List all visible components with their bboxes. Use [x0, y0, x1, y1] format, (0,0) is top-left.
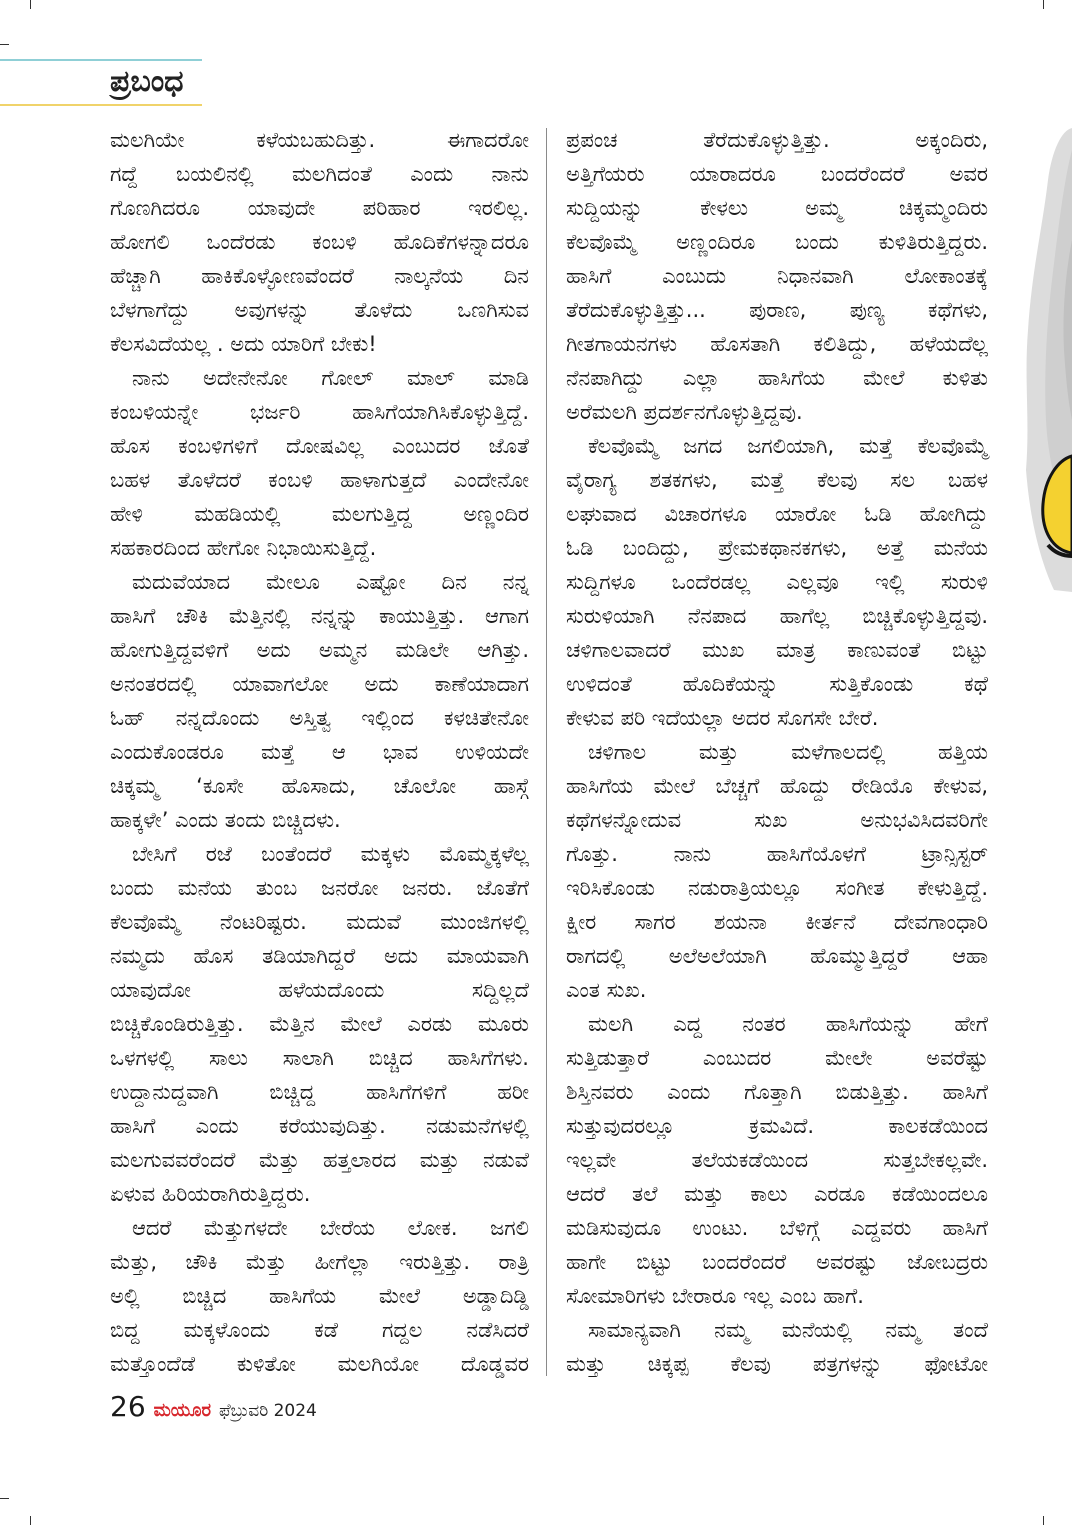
text-line: ಹಾಸಿಗೆ ಎಂದು ಕರೆಯುವುದಿತ್ತು. ನಡುಮನೆಗಳಲ್ಲಿ	[110, 1114, 529, 1138]
text-line: ಒಳಗಳಲ್ಲಿ ಸಾಲು ಸಾಲಾಗಿ ಬಿಚ್ಚಿದ ಹಾಸಿಗೆಗಳು.	[110, 1046, 529, 1070]
text-line: ಸೋಮಾರಿಗಳು ಬೇರಾರೂ ಇಲ್ಲ ಎಂಬ ಹಾಗೆ.	[566, 1284, 864, 1308]
text-line: ಯಾವುದೋ ಹಳೆಯದೊಂದು ಸದ್ದಿಲ್ಲದೆ	[110, 978, 529, 1002]
right-column	[566, 123, 988, 1381]
text-line: ಸುತ್ತುವುದರಲ್ಲೂ ಕ್ರಮವಿದೆ. ಕಾಲಕಡೆಯಿಂದ	[566, 1114, 988, 1138]
issue-date: ಫೆಬ್ರುವರಿ 2024	[219, 1401, 317, 1421]
paragraph	[566, 429, 988, 735]
text-line: ಕೆಲವೊಮ್ಮೆ ಜಗದ ಜಗಲಿಯಾಗಿ, ಮತ್ತೆ ಕೆಲವೊಮ್ಮೆ	[588, 434, 988, 458]
text-line: ಪ್ರಪಂಚ ತೆರೆದುಕೊಳ್ಳುತ್ತಿತ್ತು. ಅಕ್ಕಂದಿರು,	[566, 128, 988, 152]
text-line: ಕಂಬಳಿಯನ್ನೇ ಭರ್ಜರಿ ಹಾಸಿಗೆಯಾಗಿಸಿಕೊಳ್ಳುತ್ತಿದ್ದೆ.	[110, 400, 529, 424]
text-line: ಅನಂತರದಲ್ಲಿ ಯಾವಾಗಲೋ ಅದು ಕಾಣೆಯಾದಾಗ	[110, 672, 529, 696]
text-line: ಓಹ್ ನನ್ನದೊಂದು ಅಸ್ತಿತ್ವ ಇಲ್ಲಿಂದ ಕಳಚಿತೇನೋ	[110, 706, 529, 730]
text-line: ಮಡಿಸುವುದೂ ಉಂಟು. ಬೆಳಿಗ್ಗೆ ಎದ್ದವರು ಹಾಸಿಗೆ	[566, 1216, 988, 1240]
footer	[110, 1390, 317, 1430]
text-line: ಸಹಕಾರದಿಂದ ಹೇಗೋ ನಿಭಾಯಿಸುತ್ತಿದ್ದೆ.	[110, 536, 377, 560]
text-line: ಗೊಣಗಿದರೂ ಯಾವುದೇ ಪರಿಹಾರ ಇರಲಿಲ್ಲ.	[110, 196, 529, 220]
decorative-illustration	[1018, 120, 1072, 600]
text-line: ಹಾಕ್ಕಳೇ’ ಎಂದು ತಂದು ಬಿಚ್ಚಿದಳು.	[110, 808, 341, 832]
paragraph	[566, 123, 988, 429]
text-line: ಚಳಿಗಾಲ ಮತ್ತು ಮಳೆಗಾಲದಲ್ಲಿ ಹತ್ತಿಯ	[588, 740, 988, 764]
text-line: ನಾನು ಅದೇನೇನೋ ಗೋಲ್ ಮಾಲ್ ಮಾಡಿ	[132, 366, 529, 390]
text-line: ಅಲ್ಲಿ ಬಿಚ್ಚಿದ ಹಾಸಿಗೆಯ ಮೇಲೆ ಅಡ್ಡಾದಿಡ್ಡಿ	[110, 1284, 529, 1308]
paragraph	[110, 565, 529, 837]
text-line: ಮದುವೆಯಾದ ಮೇಲೂ ಎಷ್ಟೋ ದಿನ ನನ್ನ	[132, 570, 529, 594]
text-line: ಹೇಳಿ ಮಹಡಿಯಲ್ಲಿ ಮಲಗುತ್ತಿದ್ದ ಅಣ್ಣಂದಿರ	[110, 502, 529, 526]
text-line: ಲಘುವಾದ ವಿಚಾರಗಳೂ ಯಾರೋ ಓಡಿ ಹೋಗಿದ್ದು	[566, 502, 988, 526]
text-line: ಇರಿಸಿಕೊಂಡು ನಡುರಾತ್ರಿಯಲ್ಲೂ ಸಂಗೀತ ಕೇಳುತ್ತಿದ್ದೆ.	[566, 876, 988, 900]
text-line: ಮತ್ತು ಚಿಕ್ಕಪ್ಪ ಕೆಲವು ಪತ್ರಗಳನ್ನು ಫೋಟೋ	[566, 1352, 988, 1376]
text-line: ಬಂದು ಮನೆಯ ತುಂಬ ಜನರೋ ಜನರು. ಜೊತೆಗೆ	[110, 876, 529, 900]
text-line: ಎಂತ ಸುಖ.	[566, 978, 647, 1002]
text-line: ಮೆತ್ತು, ಚೌಕಿ ಮೆತ್ತು ಹೀಗೆಲ್ಲಾ ಇರುತ್ತಿತ್ತು. ರಾತ್ರಿ	[110, 1250, 529, 1274]
paragraph	[110, 361, 529, 565]
text-line: ನೆನಪಾಗಿದ್ದು ಎಲ್ಲಾ ಹಾಸಿಗೆಯ ಮೇಲೆ ಕುಳಿತು	[566, 366, 988, 390]
text-line: ನಮ್ಮದು ಹೊಸ ತಡಿಯಾಗಿದ್ದರೆ ಅದು ಮಾಯವಾಗಿ	[110, 944, 529, 968]
text-line: ಬಿಚ್ಚಿಕೊಂಡಿರುತ್ತಿತ್ತು. ಮೆತ್ತಿನ ಮೇಲೆ ಎರಡು ಮೂರು	[110, 1012, 529, 1036]
paragraph	[110, 123, 529, 361]
text-line: ಸಾಮಾನ್ಯವಾಗಿ ನಮ್ಮ ಮನೆಯಲ್ಲಿ ನಮ್ಮ ತಂದೆ	[588, 1318, 988, 1342]
text-line: ಕಥೆಗಳನ್ನೋದುವ ಸುಖ ಅನುಭವಿಸಿದವರಿಗೇ	[566, 808, 988, 832]
text-line: ಸುದ್ದಿಯನ್ನು ಕೇಳಲು ಅಮ್ಮ ಚಿಕ್ಕಮ್ಮಂದಿರು	[566, 196, 988, 220]
crop-mark	[1043, 1516, 1044, 1525]
text-line: ಹಾಸಿಗೆ ಚೌಕಿ ಮೆತ್ತಿನಲ್ಲಿ ನನ್ನನ್ನು ಕಾಯುತ್ತಿತ್ತು. ಆಗಾಗ	[110, 604, 529, 628]
text-line: ಓಡಿ ಬಂದಿದ್ದು, ಪ್ರೇಮಕಥಾನಕಗಳು, ಅತ್ತೆ ಮನೆಯ	[566, 536, 988, 560]
text-line: ಏಳುವ ಹಿರಿಯರಾಗಿರುತ್ತಿದ್ದರು.	[110, 1182, 311, 1206]
text-line: ರಾಗದಲ್ಲಿ ಅಲೆಅಲೆಯಾಗಿ ಹೊಮ್ಮುತ್ತಿದ್ದರೆ ಆಹಾ	[566, 944, 988, 968]
text-line: ತೆರೆದುಕೊಳ್ಳುತ್ತಿತ್ತು... ಪುರಾಣ, ಪುಣ್ಯ ಕಥೆಗಳು,	[566, 298, 988, 322]
text-line: ಹಾಗೇ ಬಿಟ್ಟು ಬಂದರೆಂದರೆ ಅವರಷ್ಟು ಜೋಬದ್ರರು	[566, 1250, 988, 1274]
text-line: ಗದ್ದೆ ಬಯಲಿನಲ್ಲಿ ಮಲಗಿದಂತೆ ಎಂದು ನಾನು	[110, 162, 529, 186]
text-line: ಅರೆಮಲಗಿ ಪ್ರದರ್ಶನಗೊಳ್ಳುತ್ತಿದ್ದವು.	[566, 400, 803, 424]
text-line: ಉದ್ದಾನುದ್ದವಾಗಿ ಬಿಚ್ಚಿದ್ದ ಹಾಸಿಗೆಗಳಿಗೆ ಹರೀ	[110, 1080, 529, 1104]
column-divider	[546, 128, 547, 1376]
text-line: ಹಾಸಿಗೆ ಎಂಬುದು ನಿಧಾನವಾಗಿ ಲೋಕಾಂತಕ್ಕೆ	[566, 264, 988, 288]
paragraph	[566, 1007, 988, 1313]
left-column	[110, 123, 529, 1381]
text-line: ಕೆಲವೊಮ್ಮೆ ಅಣ್ಣಂದಿರೂ ಬಂದು ಕುಳಿತಿರುತ್ತಿದ್ದರು.	[566, 230, 988, 254]
text-line: ಸುದ್ದಿಗಳೂ ಒಂದೆರಡಲ್ಲ ಎಲ್ಲವೂ ಇಲ್ಲಿ ಸುರುಳಿ	[566, 570, 988, 594]
text-line: ಚಳಿಗಾಲವಾದರೆ ಮುಖ ಮಾತ್ರ ಕಾಣುವಂತೆ ಬಿಟ್ಟು	[566, 638, 988, 662]
section-header-rule-top	[0, 59, 202, 61]
text-line: ವೈರಾಗ್ಯ ಶತಕಗಳು, ಮತ್ತೆ ಕೆಲವು ಸಲ ಬಹಳ	[566, 468, 988, 492]
text-line: ಬೆಳಗಾಗೆದ್ದು ಅವುಗಳನ್ನು ತೊಳೆದು ಒಣಗಿಸುವ	[110, 298, 529, 322]
text-line: ಆದರೆ ತಲೆ ಮತ್ತು ಕಾಲು ಎರಡೂ ಕಡೆಯಿಂದಲೂ	[566, 1182, 988, 1206]
text-line: ಅತ್ತಿಗೆಯರು ಯಾರಾದರೂ ಬಂದರೆಂದರೆ ಅವರ	[566, 162, 988, 186]
text-line: ಹೊಸ ಕಂಬಳಿಗಳಿಗೆ ದೋಷವಿಲ್ಲ ಎಂಬುದರ ಜೊತೆ	[110, 434, 529, 458]
text-line: ಮಲಗಿ ಎದ್ದ ನಂತರ ಹಾಸಿಗೆಯನ್ನು ಹೇಗೆ	[588, 1012, 988, 1036]
text-line: ಸುರುಳಿಯಾಗಿ ನೆನಪಾದ ಹಾಗೆಲ್ಲ ಬಿಚ್ಚಿಕೊಳ್ಳುತ್ತಿದ್ದವು.	[566, 604, 988, 628]
text-line: ಮಲಗುವವರೆಂದರೆ ಮೆತ್ತು ಹತ್ತಲಾರದ ಮತ್ತು ನಡುವೆ	[110, 1148, 529, 1172]
paragraph	[110, 1211, 529, 1381]
text-line: ಹೋಗಲಿ ಒಂದೆರಡು ಕಂಬಳಿ ಹೊದಿಕೆಗಳನ್ನಾದರೂ	[110, 230, 529, 254]
text-line: ಸುತ್ತಿಡುತ್ತಾರೆ ಎಂಬುದರ ಮೇಲೇ ಅವರೆಷ್ಟು	[566, 1046, 988, 1070]
text-line: ಕೆಲಸವಿದೆಯಲ್ಲ . ಅದು ಯಾರಿಗೆ ಬೇಕು!	[110, 332, 377, 356]
text-line: ಹೆಚ್ಚಾಗಿ ಹಾಕಿಕೊಳ್ಳೋಣವೆಂದರೆ ನಾಲ್ಕನೆಯ ದಿನ	[110, 264, 529, 288]
magazine-logo: ಮಯೂರ	[153, 1400, 212, 1421]
crop-mark	[0, 1498, 9, 1499]
crop-mark	[0, 44, 9, 45]
text-line: ಬಹಳ ತೊಳೆದರೆ ಕಂಬಳಿ ಹಾಳಾಗುತ್ತದೆ ಎಂದೇನೋ	[110, 468, 529, 492]
text-line: ಉಳಿದಂತೆ ಹೊದಿಕೆಯನ್ನು ಸುತ್ತಿಕೊಂಡು ಕಥೆ	[566, 672, 988, 696]
paragraph	[566, 735, 988, 1007]
text-line: ಹೋಗುತ್ತಿದ್ದವಳಿಗೆ ಅದು ಅಮ್ಮನ ಮಡಿಲೇ ಆಗಿತ್ತು.	[110, 638, 529, 662]
text-line: ಇಲ್ಲವೇ ತಲೆಯಕಡೆಯಿಂದ ಸುತ್ತಬೇಕಲ್ಲವೇ.	[566, 1148, 988, 1172]
text-line: ಬಿದ್ದ ಮಕ್ಕಳೊಂದು ಕಡೆ ಗದ್ದಲ ನಡೆಸಿದರೆ	[110, 1318, 529, 1342]
text-line: ಹಾಸಿಗೆಯ ಮೇಲೆ ಬೆಚ್ಚಗೆ ಹೊದ್ದು ರೇಡಿಯೊ ಕೇಳುವ,	[566, 774, 988, 798]
crop-mark	[30, 1516, 31, 1525]
paragraph	[566, 1313, 988, 1381]
page-number: 26	[110, 1390, 146, 1423]
text-line: ಆದರೆ ಮೆತ್ತುಗಳದೇ ಬೇರೆಯ ಲೋಕ. ಜಗಲಿ	[132, 1216, 529, 1240]
text-line: ಎಂದುಕೊಂಡರೂ ಮತ್ತೆ ಆ ಭಾವ ಉಳಿಯದೇ	[110, 740, 529, 764]
text-line: ಬೇಸಿಗೆ ರಜೆ ಬಂತೆಂದರೆ ಮಕ್ಕಳು ಮೊಮ್ಮಕ್ಕಳೆಲ್ಲ	[132, 842, 529, 866]
paragraph	[110, 837, 529, 1211]
text-line: ಕೇಳುವ ಪರಿ ಇದೆಯಲ್ಲಾ ಅದರ ಸೊಗಸೇ ಬೇರೆ.	[566, 706, 879, 730]
text-line: ಮಲಗಿಯೇ ಕಳೆಯಬಹುದಿತ್ತು. ಈಗಾದರೋ	[110, 128, 529, 152]
text-line: ಕೆಲವೊಮ್ಮೆ ನೆಂಟರಿಷ್ಟರು. ಮದುವೆ ಮುಂಜಿಗಳಲ್ಲಿ	[110, 910, 529, 934]
crop-mark	[30, 0, 31, 9]
text-line: ಕ್ಷೀರ ಸಾಗರ ಶಯನಾ ಕೀರ್ತನೆ ದೇವಗಾಂಧಾರಿ	[566, 910, 988, 934]
text-line: ಮತ್ತೊಂದೆಡೆ ಕುಳಿತೋ ಮಲಗಿಯೋ ದೊಡ್ಡವರ	[110, 1352, 529, 1376]
section-header-rule-bottom	[0, 104, 202, 106]
text-line: ಗೀತಗಾಯನಗಳು ಹೊಸತಾಗಿ ಕಲಿತಿದ್ದು, ಹಳೆಯದೆಲ್ಲ	[566, 332, 988, 356]
text-line: ಗೊತ್ತು. ನಾನು ಹಾಸಿಗೆಯೊಳಗೆ ಟ್ರಾನ್ಸಿಸ್ಟರ್	[566, 842, 988, 866]
text-line: ಶಿಸ್ತಿನವರು ಎಂದು ಗೊತ್ತಾಗಿ ಬಿಡುತ್ತಿತ್ತು. ಹಾಸಿಗೆ	[566, 1080, 988, 1104]
text-line: ಚಿಕ್ಕಮ್ಮ ‘ಕೂಸೇ ಹೊಸಾದು, ಚೊಲೋ ಹಾಸ್ಗೆ	[110, 774, 529, 798]
crop-mark	[1043, 0, 1044, 9]
section-title: ಪ್ರಬಂಧ	[110, 64, 184, 99]
